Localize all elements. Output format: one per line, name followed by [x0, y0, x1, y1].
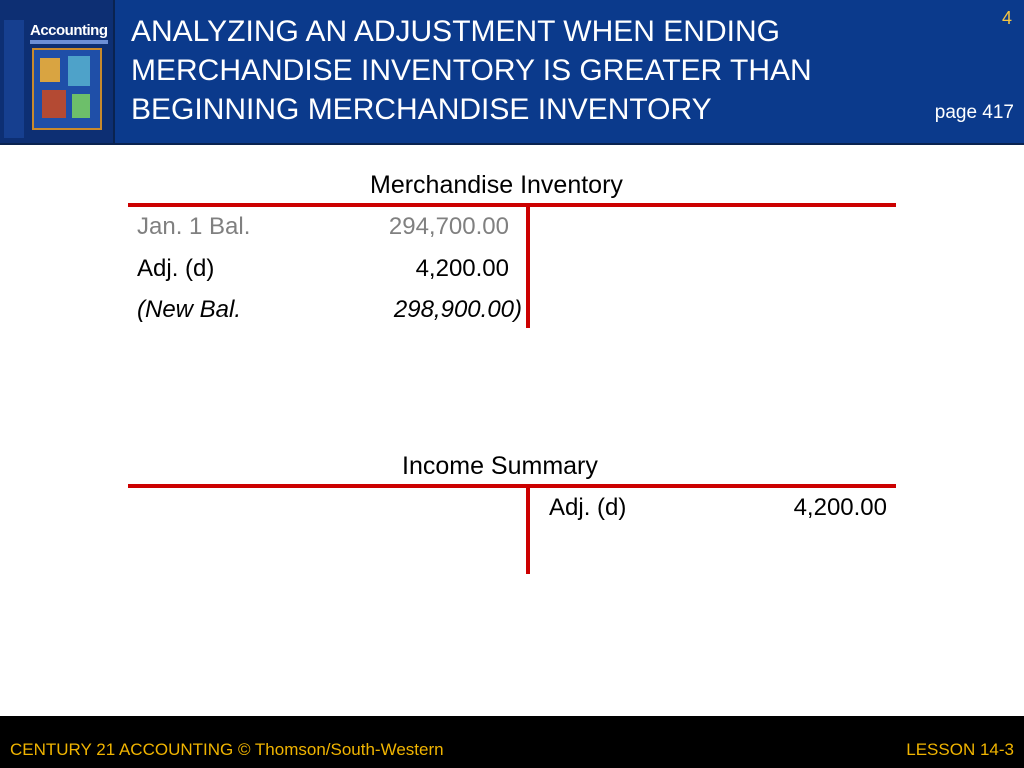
page-reference: page 417	[934, 102, 1014, 123]
t-account-horizontal-line	[128, 484, 896, 488]
debit-entry-label: Jan. 1 Bal.	[137, 213, 251, 240]
textbook-cover-image	[0, 0, 115, 143]
slide-title: ANALYZING AN ADJUSTMENT WHEN ENDING MERCHANDISE INVENTORY IS GREATER THAN BEGINNING MERCHANDISE INVENTORY	[131, 15, 812, 126]
credit-entry-label: Adj. (d)	[549, 494, 627, 521]
cover-spine	[4, 20, 24, 138]
t-account-horizontal-line	[128, 203, 896, 207]
cover-title: Accounting	[30, 22, 108, 39]
footer-copyright: CENTURY 21 ACCOUNTING © Thomson/South-Western	[10, 740, 444, 759]
debit-entry-amount: 294,700.00	[388, 213, 509, 240]
new-balance-amount: 298,900.00)	[393, 296, 522, 323]
cover-bar	[30, 40, 108, 44]
footer-lesson: LESSON 14-3	[906, 740, 1014, 759]
slide-header	[0, 0, 1024, 145]
t-account-title: Income Summary	[402, 452, 598, 480]
cover-artwork	[32, 48, 102, 130]
slide-number: 4	[1001, 8, 1012, 28]
debit-entry-label: Adj. (d)	[137, 255, 215, 282]
debit-entry-amount: 4,200.00	[415, 255, 509, 282]
t-account-vertical-line	[526, 484, 530, 574]
t-account-title: Merchandise Inventory	[370, 171, 623, 199]
t-account-vertical-line	[526, 203, 530, 328]
credit-entry-amount: 4,200.00	[793, 494, 887, 521]
slide-footer	[0, 716, 1024, 768]
new-balance-label: (New Bal.	[137, 296, 242, 323]
